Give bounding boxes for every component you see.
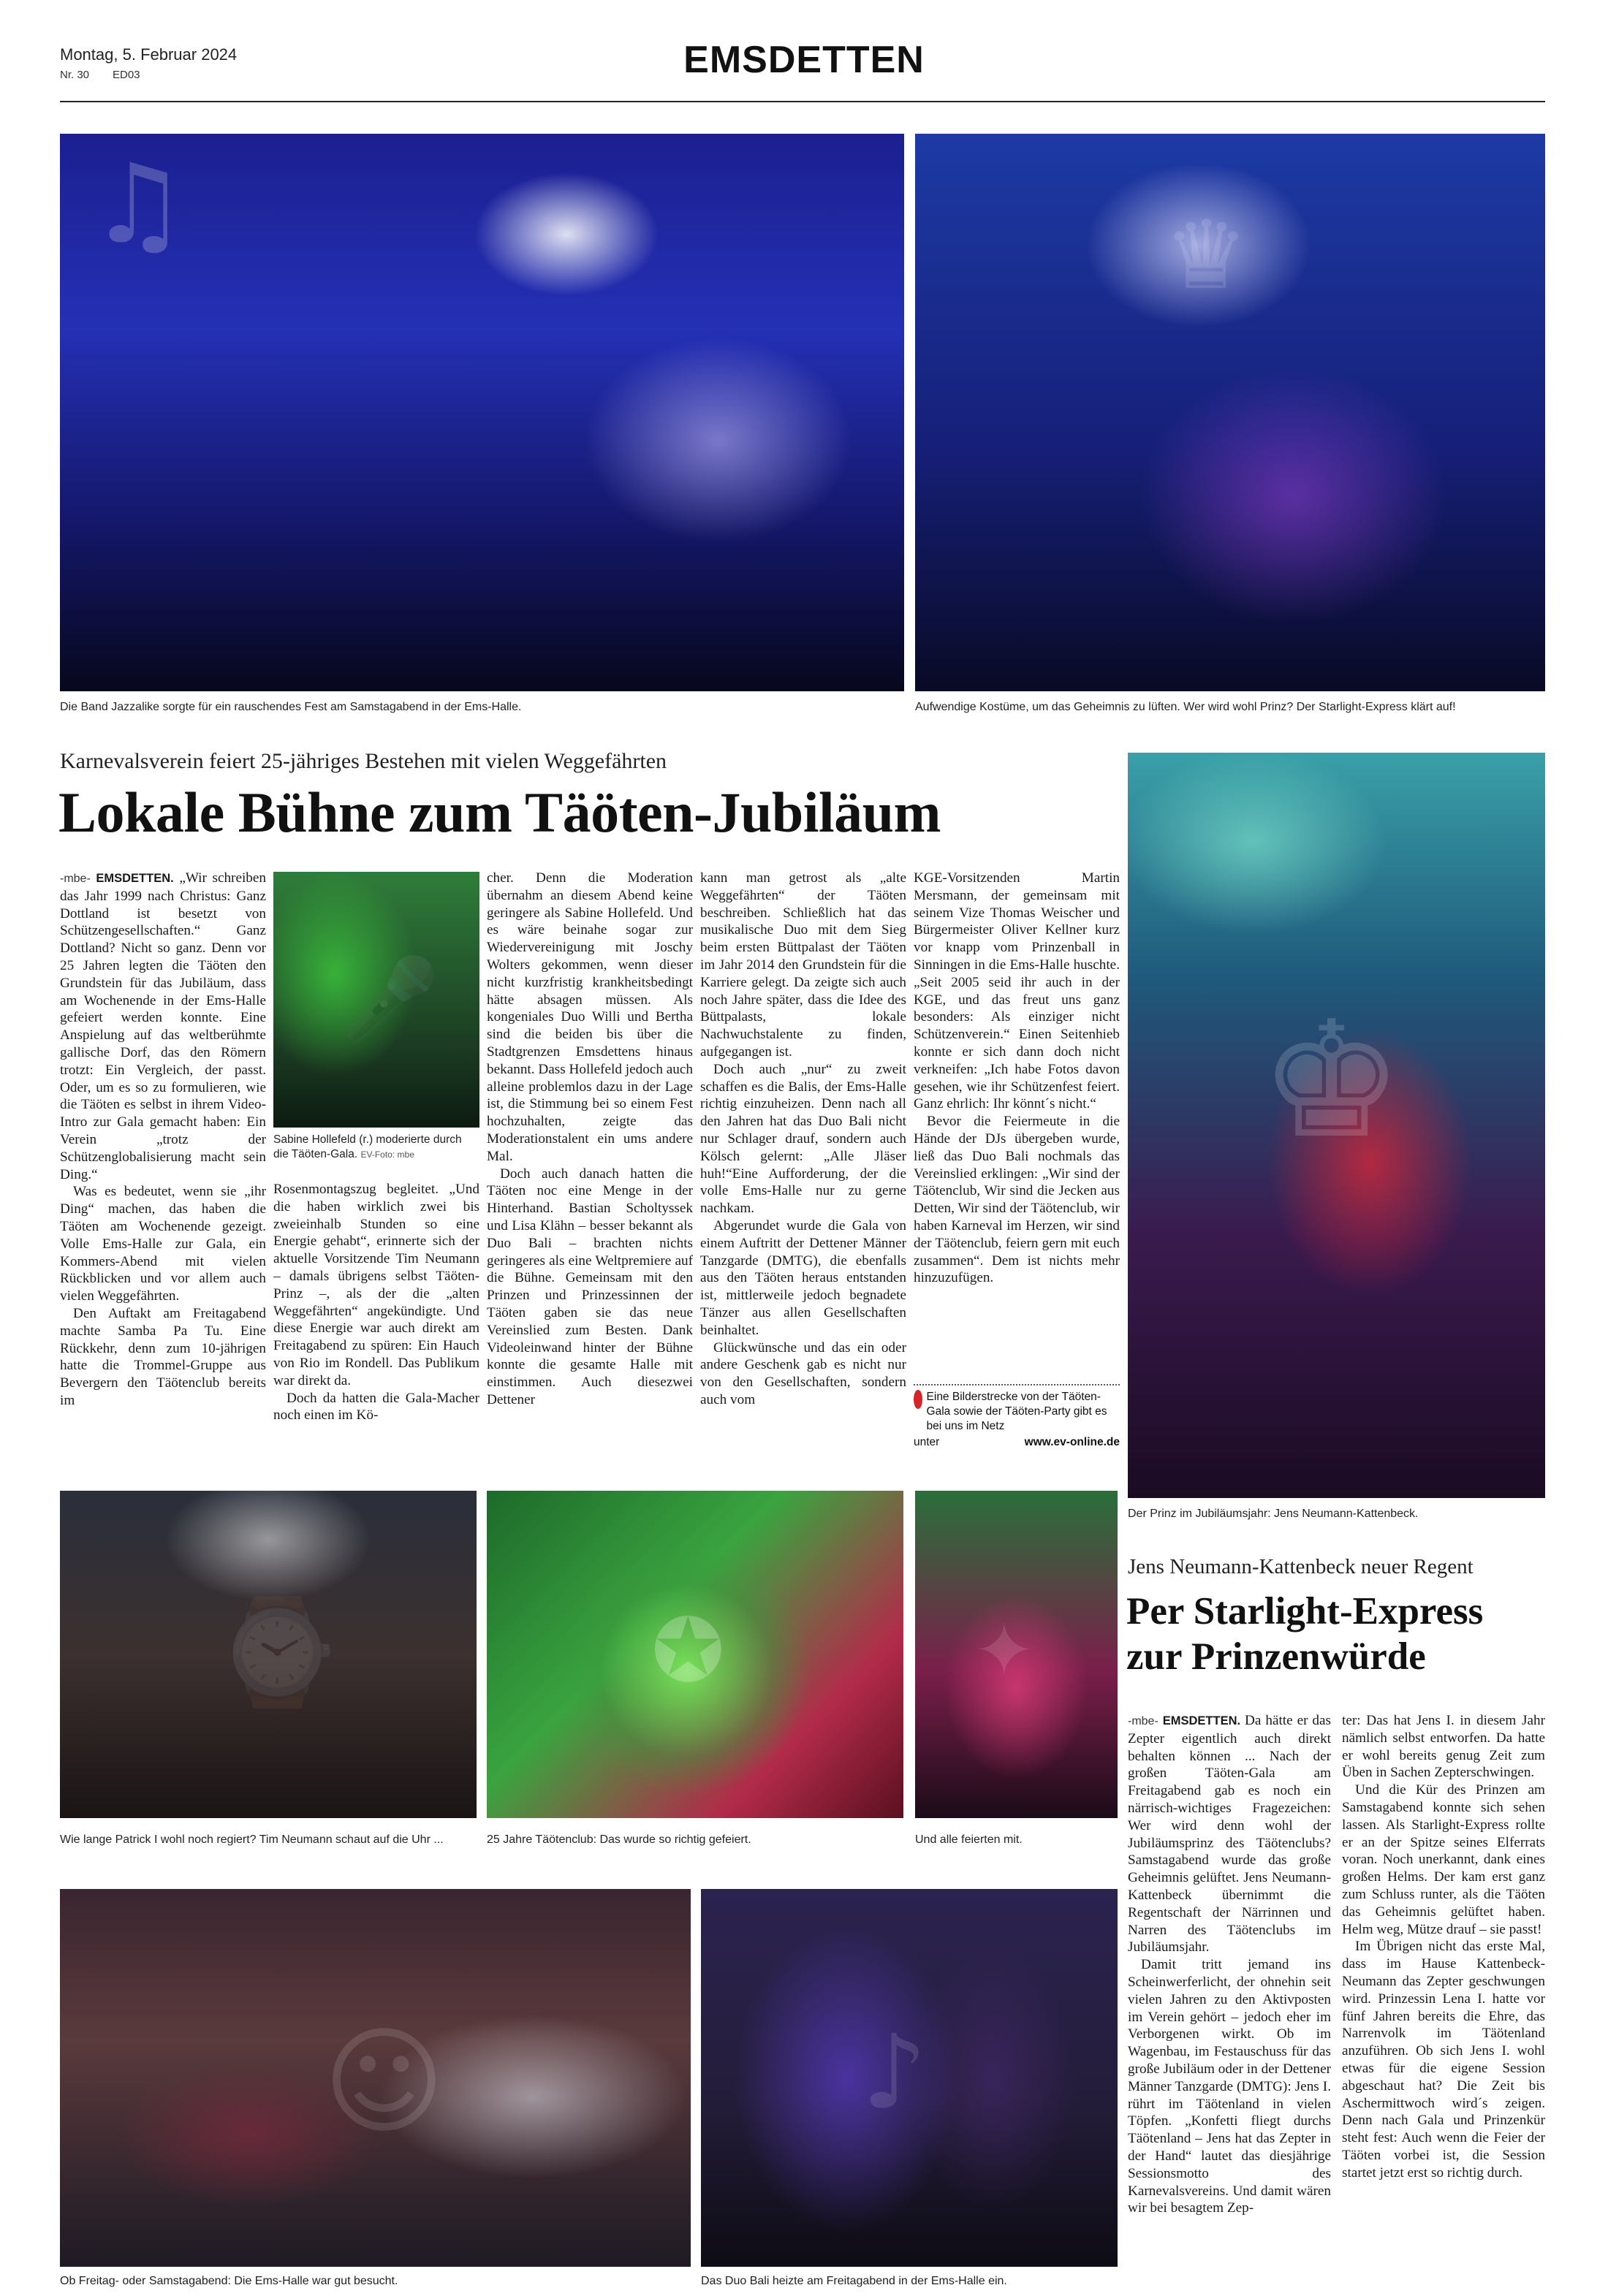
article2-text-1b: Damit tritt jemand ins Scheinwerferlicht, der ohnehin seit vielen Jahren zu den Aktivposten im Verein gehört – jedoch eher im Verborgenen wirkt. Ob im Wagenbau, im Festauschuss für das große Jubiläum oder in der Dettener Männer Tanzgarde (DMTG): Jens I. rührt im Täötenland in vielen Töpfen. „Konfetti fliegt durchs Täötenland – Jens hat das Zepter in der Hand“ lautet das diesjährige Sessionsmotto des Karnevalsvereins. Und damit wären wir bei besagtem Zep- [1128, 1957, 1331, 2216]
gallery-teaser [914, 1390, 1120, 1450]
article1-text-5b: Bevor die Feiermeute in die Hände der DJs übergeben wurde, ließ das Duo Bali nochmals das Vereinslied erklingen: „Wir sind der Täötenclub, Wir sind die Jecken aus Detten, Wir sind der Täötenclub, wir haben Karneval im Herzen, wir sind der Täötenclub, feiern gern mit euch zusammen“. Dem ist nichts mehr hinzuzufügen. [914, 1114, 1120, 1286]
caption-costumes: Aufwendige Kostüme, um das Geheimnis zu lüften. Wer wird wohl Prinz? Der Starlight-Express klärt auf! [915, 701, 1456, 713]
article1-text-1a: „Wir schreiben das Jahr 1999 nach Christus: Ganz Dottland ist besetzt von Schützengesellschaften.“ Ganz Dottland? Nicht so ganz. Denn vor 25 Jahren legten die Täöten den Grundstein für das Jubiläum, dass am Wochenende in der Ems-Halle gefeiert werden konnte. Eine Anspielung auf das weltberühmte gallische Dorf, das den Römern trotzt: Ein Vergleich, der passt. Oder, um es so zu formulieren, wie die Täöten es selbst in ihrem Video-Intro zur Gala gemacht haben: Ein Verein „trotz der Schützenglobalisierung macht sein Ding.“ [60, 870, 266, 1182]
article1-column-2 [273, 1181, 479, 1461]
article1-text-4d: Glückwünsche und das ein oder andere Geschenk gab es nicht nur von den Gesellschaften, sondern auch vom [700, 1339, 906, 1407]
clock-icon: ⌚ [213, 1593, 341, 1712]
article2-headline [1126, 1589, 1544, 1679]
gallery-teaser-prefix: unter [914, 1436, 940, 1448]
article2-headline-line2: zur Prinzenwürde [1126, 1635, 1426, 1678]
caption-band: Die Band Jazzalike sorgte für ein rauschendes Fest am Samstagabend in der Ems-Halle. [60, 701, 522, 713]
article1-kicker: Karnevalsverein feiert 25-jähriges Bestehen mit vielen Weggefährten [60, 749, 667, 773]
caption-prince: Der Prinz im Jubiläumsjahr: Jens Neumann-Kattenbeck. [1128, 1508, 1419, 1520]
inset-caption [273, 1133, 479, 1162]
article2-column-2 [1342, 1712, 1545, 2289]
caption-medal: 25 Jahre Täötenclub: Das wurde so richtig gefeiert. [487, 1833, 751, 1846]
medal-icon: ✪ [651, 1600, 725, 1702]
article1-text-5a: KGE-Vorsitzenden Martin Mersmann, der gemeinsam mit seinem Vize Thomas Weischer und Bürgermeister Oliver Kellner kurz vor knapp vom Prinzenball in Sinningen in die Ems-Halle huschte. „Seit 2005 seid ihr auch in der KGE, und das freut uns ganz besonders: Als einziger nicht Schützenverein.“ Einen Seitenhieb konnte er sich dann doch nicht verkneifen: „Ich habe Fotos davon gesehen, wie ihr Schützenfest feiert. Ganz ehrlich: Ihr könnt´s nicht.“ [914, 870, 1120, 1112]
edition-code: ED03 [113, 69, 140, 81]
photo-party [915, 1491, 1118, 1818]
photo-anniversary-medal [487, 1491, 903, 1818]
caption-crowd: Ob Freitag- oder Samstagabend: Die Ems-Halle war gut besucht. [60, 2275, 398, 2287]
article1-text-2b: Doch da hatten die Gala-Macher noch einen im Kö- [273, 1390, 479, 1423]
article1-text-3a: cher. Denn die Moderation übernahm an diesem Abend keine geringere als Sabine Hollefeld. Und es wäre beinahe sogar zur Wiedervereinigung mit Joschy Wolters gekommen, wenn dieser nicht kurzfristig krankheitsbedingt hätte absagen müssen. Als kongeniales Duo Willi und Bertha sind die beiden bis über die Stadtgrenzen Emsdettens hinaus bekannt. Dass Hollefeld jedoch auch alleine problemlos dazu in der Lage ist, die Stimmung bei so einem Fest hochzuhalten, zeigte das Moderationstalent ein ums andere Mal. [487, 870, 693, 1164]
camera-icon [914, 1390, 922, 1409]
article2-text-1a: Da hätte er das Zepter eigentlich auch direkt behalten können ... Nach der großen Täöten-Gala am Freitagabend gab es noch ein närrisch-wichtiges Fragezeichen: Wer wird denn wohl der Jubiläumsprinz des Täötenclubs? Samstagabend wurde das große Geheimnis gelüftet. Jens Neumann-Kattenbeck übernimmt die Regentschaft der Närrinnen und Narren des Täötenclubs im Jubiläumsjahr. [1128, 1713, 1331, 1955]
article1-text-1c: Den Auftakt am Freitagabend machte Samba Pa Tu. Eine Rückkehr, denn zum 10-jährigen hatte die Trommel-Gruppe aus Bevergern den Täötenclub bereits im [60, 1305, 266, 1408]
photo-duo-bali [701, 1889, 1118, 2267]
header-rule [60, 101, 1545, 102]
music-note-icon: ♫ [89, 141, 188, 268]
photo-credit: EV-Foto: mbe [360, 1149, 414, 1160]
article2-text-2a: ter: Das hat Jens I. in diesem Jahr nämlich selbst entworfen. Da hatte er wohl bereits genug Zeit zum Üben in Sachen Zepterschwingen. [1342, 1713, 1545, 1781]
masks-icon: ☺ [323, 2013, 445, 2150]
photo-tim-neumann-watch [60, 1491, 477, 1818]
article2-dateline-place: EMSDETTEN. [1162, 1714, 1241, 1727]
photo-prince [1128, 753, 1545, 1498]
section-title: EMSDETTEN [683, 39, 925, 81]
page-date: Montag, 5. Februar 2024 [60, 45, 238, 64]
article1-column-1 [60, 870, 266, 1461]
gallery-divider [914, 1384, 1120, 1385]
article2-kicker: Jens Neumann-Kattenbeck neuer Regent [1128, 1555, 1474, 1578]
photo-sabine-hollefeld [273, 872, 479, 1128]
article1-headline: Lokale Bühne zum Täöten-Jubiläum [58, 780, 941, 844]
article2-headline-line1: Per Starlight-Express [1126, 1590, 1484, 1632]
article1-column-5 [914, 870, 1120, 1381]
article1-text-4a: kann man getrost als „alte Weggefährten“ der Täöten beschreiben. Schließlich hat das musikalische Duo mit dem Sieg beim ersten Büttpalast der Täöten im Jahr 2014 den Grundstein für die Karriere gelegt. Da zeigte sich auch noch Jahre später, dass die Idee des Büttpalasts, lokale Nachwuchstalente zu finden, aufgegangen ist. [700, 870, 906, 1060]
caption-party: Und alle feierten mit. [915, 1833, 1023, 1846]
article1-text-4c: Abgerundet wurde die Gala von einem Auftritt der Dettener Männer Tanzgarde (DMTG), die ebenfalls aus den Täöten heraus entstanden ist, mittlerweile jedoch begnadete Tänzer aus allen Gesellschaften beinhaltet. [700, 1217, 906, 1338]
article2-text-2c: Im Übrigen nicht das erste Mal, dass im Hause Kattenbeck-Neumann das Zepter geschwungen wird. Prinzessin Lena I. hatte vor fünf Jahren bereits die Ehre, das Narrenvolk im Täötenland anzuführen. Ob sich Jens I. wohl etwas für die eigene Session abgeschaut hat? Die Zeit bis Aschermittwoch wird´s zeigen. Denn nach Gala und Prinzenkür steht fest: Auch wenn die Feier der Täöten vorbei ist, die Session startet jetzt erst so richtig durch. [1342, 1939, 1545, 2181]
jester-hat-icon: ♚ [1259, 987, 1404, 1174]
photo-costumes [915, 134, 1545, 691]
inset-caption-text: Sabine Hollefeld (r.) moderierte durch die Täöten-Gala. [273, 1133, 462, 1160]
dateline-place: EMSDETTEN. [96, 872, 174, 885]
article1-text-3b: Doch auch danach hatten die Täöten noc eine Menge in der Hinterhand. Bastian Scholtyssek und Lisa Klähn – besser bekannt als Duo Bali – brachten nichts geringeres als eine Weltpremiere auf die Bühne. Gemeinsam mit den Prinzen und Prinzessinnen der Täöten gaben sie das neue Vereinslied zum Besten. Dank Videoleinwand hinter der Bühne konnte die gesamte Halle mit einstimmen. Auch diesezwei Dettener [487, 1166, 693, 1407]
issue-number: Nr. 30 [60, 69, 90, 81]
party-icon: ✦ [974, 1608, 1035, 1693]
caption-watch: Wie lange Patrick I wohl noch regiert? Tim Neumann schaut auf die Uhr ... [60, 1833, 444, 1846]
microphone-stage-icon: ♪ [862, 2013, 928, 2132]
article1-column-3 [487, 870, 693, 1461]
crown-icon: ♛ [1164, 199, 1249, 311]
photo-crowd-ems-halle [60, 1889, 691, 2267]
article2-author-tag: -mbe- [1128, 1715, 1158, 1727]
article2-text-2b: Und die Kür des Prinzen am Samstagabend konnte sich sehen lassen. Als Starlight-Express rollte er an der Spitze seines Elferrats voran. Noch unerkannt, dank eines großen Helms. Der kam erst ganz zum Schluss runter, als die Täöten das Geheimnis gelüftet haben. Helm weg, Mütze drauf – sie passt! [1342, 1782, 1545, 1937]
photo-band-jazzalike [60, 134, 904, 691]
article1-text-4b: Doch auch „nur“ zu zweit schaffen es die Balis, der Ems-Halle richtig einzuheizen. Denn nach all den Jahren hat das Duo Bali nicht nur Schlager drauf, sondern auch Kölsch gelernt: „Alle Jläser huh!“Eine Aufforderung, der die volle Ems-Halle nur zu gerne nachkam. [700, 1061, 906, 1217]
article1-column-4 [700, 870, 906, 1461]
gallery-teaser-text: Eine Bilderstrecke von der Täöten-Gala sowie der Täöten-Party gibt es bei uns im Netz [926, 1391, 1107, 1432]
article2-column-1 [1128, 1712, 1331, 2289]
gallery-link[interactable]: www.ev-online.de [1024, 1436, 1120, 1448]
caption-duo-bali: Das Duo Bali heizte am Freitagabend in der Ems-Halle ein. [701, 2275, 1007, 2287]
author-tag: -mbe- [60, 873, 91, 885]
article1-text-2: Rosenmontagszug begleitet. „Und die haben wirklich zwei bis zweieinhalb Stunden so eine Energie gehabt“, erinnerte sich der aktuelle Vorsitzende Tim Neumann – damals übrigens selbst Täöten-Prinz –, als der die „alten Weggefährten“ angekündigte. Und diese Energie war auch direkt am Freitagabend zu spüren: Ein Hauch von Rio im Rondell. Das Publikum war direkt da. [273, 1182, 479, 1388]
article1-text-1b: Was es bedeutet, wenn sie „ihr Ding“ machen, das haben die Täöten am Wochenende gezeigt. Volle Ems-Halle zur Gala, ein Kommers-Abend mit vielen Rückblicken und vor allem auch vielen Weggefährten. [60, 1184, 266, 1304]
microphone-icon: 🎤 [339, 952, 439, 1046]
